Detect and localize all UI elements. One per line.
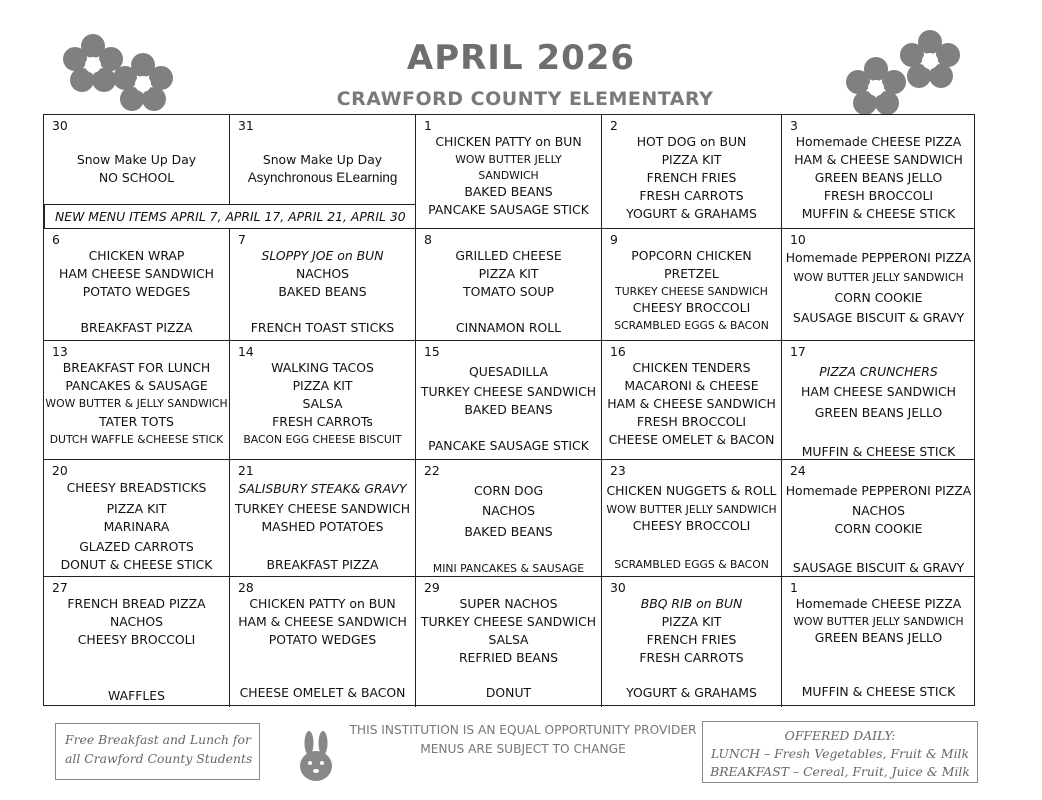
menu-calendar	[43, 114, 975, 706]
menu-item: CHEESE OMELET & BACON	[608, 432, 775, 447]
day-cell	[602, 341, 782, 460]
day-cell	[782, 115, 975, 229]
school-name: CRAWFORD COUNTY ELEMENTARY	[336, 88, 714, 110]
day-cell	[230, 460, 416, 577]
day-cell	[416, 460, 602, 577]
menu-item: TURKEY CHEESE SANDWICH	[420, 384, 597, 399]
day-cell	[44, 229, 230, 341]
day-number: 23	[610, 463, 626, 478]
day-cell	[230, 577, 416, 707]
day-cell	[230, 229, 416, 341]
menu-item: MINI PANCAKES & SAUSAGE	[432, 562, 585, 575]
day-cell	[416, 341, 602, 460]
menu-item: DONUT	[485, 685, 532, 700]
day-cell	[44, 577, 230, 707]
menu-item: FRESH BROCCOLI	[823, 188, 934, 203]
day-number: 1	[424, 118, 432, 133]
offered-daily-note	[702, 721, 978, 783]
day-number: 7	[238, 232, 246, 247]
menu-item: POTATO WEDGES	[82, 284, 191, 299]
menu-item: FRESH BROCCOLI	[636, 414, 747, 429]
day-number: 13	[52, 344, 68, 359]
menu-item: SCRAMBLED EGGS & BACON	[614, 319, 769, 332]
free-meals-line: Free Breakfast and Lunch for	[65, 732, 251, 747]
menu-item: WALKING TACOS	[271, 360, 374, 375]
menu-item: MUFFIN & CHEESE STICK	[801, 206, 956, 221]
flower-icon	[897, 28, 963, 94]
day-cell	[44, 460, 230, 577]
menu-item: PANCAKES & SAUSAGE	[65, 378, 208, 393]
day-number: 30	[610, 580, 626, 595]
menu-item: DUTCH WAFFLE &CHEESE STICK	[49, 433, 224, 446]
menu-item: CORN COOKIE	[834, 521, 923, 536]
menu-item: POTATO WEDGES	[268, 632, 377, 647]
menu-item: REFRIED BEANS	[458, 650, 559, 665]
menu-item: CHEESY BROCCOLI	[632, 300, 751, 315]
menu-item: BAKED BEANS	[464, 524, 553, 539]
menu-item: CHICKEN WRAP	[88, 248, 185, 263]
day-cell	[416, 115, 602, 229]
day-cell	[782, 229, 975, 341]
menu-item: Asynchronous ELearning	[247, 170, 398, 185]
menu-item: FRENCH TOAST STICKS	[250, 320, 395, 335]
menu-item: NO SCHOOL	[98, 170, 175, 185]
flower-icon	[110, 51, 176, 117]
bunny-icon	[297, 730, 335, 782]
menu-item: BREAKFAST PIZZA	[266, 557, 379, 572]
menu-item: CHEESY BROCCOLI	[632, 518, 751, 533]
offered-daily-heading: OFFERED DAILY:	[784, 728, 896, 743]
menu-item: MARINARA	[103, 519, 170, 534]
menu-item: GREEN BEANS JELLO	[814, 405, 943, 420]
free-meals-line: all Crawford County Students	[65, 751, 253, 766]
menu-item: CHICKEN NUGGETS & ROLL	[606, 483, 777, 498]
day-number: 9	[610, 232, 618, 247]
menu-item: SALISBURY STEAK& GRAVY	[238, 481, 407, 496]
menu-item: BREAKFAST FOR LUNCH	[62, 360, 211, 375]
menu-item: SUPER NACHOS	[459, 596, 558, 611]
menu-item: HAM & CHEESE SANDWICH	[607, 396, 776, 411]
day-number: 14	[238, 344, 254, 359]
menu-item: YOGURT & GRAHAMS	[626, 685, 757, 700]
menu-item: HAM & CHEESE SANDWICH	[794, 152, 963, 167]
menu-item: CHEESY BROCCOLI	[77, 632, 196, 647]
offered-daily-breakfast: BREAKFAST – Cereal, Fruit, Juice & Milk	[710, 764, 970, 779]
menu-item: SAUSAGE BISCUIT & GRAVY	[792, 310, 965, 325]
menu-item: QUESADILLA	[469, 364, 548, 379]
day-number: 1	[790, 580, 798, 595]
menu-item: PIZZA KIT	[106, 501, 167, 516]
menu-item: CHEESE OMELET & BACON	[239, 685, 406, 700]
new-menu-banner: NEW MENU ITEMS APRIL 7, APRIL 17, APRIL 21, APRIL 30	[44, 204, 416, 229]
equal-opportunity-note	[340, 721, 706, 759]
menu-item: CORN COOKIE	[834, 290, 923, 305]
day-cell	[782, 460, 975, 577]
page-title: APRIL 2026	[406, 38, 636, 78]
menu-item: NACHOS	[295, 266, 350, 281]
menu-item: HAM CHEESE SANDWICH	[59, 266, 214, 281]
menu-item: Snow Make Up Day	[76, 152, 197, 167]
menu-item: MASHED POTATOES	[261, 519, 384, 534]
menu-change-line: MENUS ARE SUBJECT TO CHANGE	[420, 742, 626, 756]
offered-daily-lunch: LUNCH – Fresh Vegetables, Fruit & Milk	[710, 746, 970, 761]
menu-item: BAKED BEANS	[278, 284, 367, 299]
menu-item: FRENCH BREAD PIZZA	[67, 596, 206, 611]
menu-item: MUFFIN & CHEESE STICK	[801, 444, 956, 459]
day-number: 28	[238, 580, 254, 595]
menu-item: Snow Make Up Day	[262, 152, 383, 167]
day-number: 16	[610, 344, 626, 359]
menu-item: SALSA	[488, 632, 529, 647]
day-cell	[602, 460, 782, 577]
menu-item: SCRAMBLED EGGS & BACON	[614, 558, 769, 571]
menu-item: Homemade PEPPERONI PIZZA	[785, 483, 972, 498]
menu-item: TATER TOTS	[99, 414, 174, 429]
menu-item: SALSA	[302, 396, 343, 411]
menu-item: WAFFLES	[108, 688, 165, 703]
day-cell	[44, 341, 230, 460]
menu-item: TURKEY CHEESE SANDWICH	[420, 614, 597, 629]
menu-item: WOW BUTTER JELLY SANDWICH	[793, 615, 964, 628]
menu-item: FRESH CARROTS	[639, 650, 744, 665]
menu-item: BACON EGG CHEESE BISCUIT	[243, 433, 402, 446]
day-cell	[602, 229, 782, 341]
day-number: 15	[424, 344, 440, 359]
day-number: 17	[790, 344, 806, 359]
day-number: 24	[790, 463, 806, 478]
day-cell	[782, 341, 975, 460]
menu-item: POPCORN CHICKEN	[631, 248, 752, 263]
menu-item: CINNAMON ROLL	[455, 320, 562, 335]
menu-item: Homemade PEPPERONI PIZZA	[785, 250, 972, 265]
menu-item: NACHOS	[109, 614, 164, 629]
menu-item: WOW BUTTER & JELLY SANDWICH	[45, 397, 228, 410]
menu-item: Homemade CHEESE PIZZA	[795, 596, 962, 611]
menu-item: WOW BUTTER JELLY	[455, 153, 562, 166]
day-cell	[416, 229, 602, 341]
menu-item: SANDWICH	[478, 169, 539, 182]
menu-item: HAM & CHEESE SANDWICH	[238, 614, 407, 629]
menu-item: CHICKEN PATTY on BUN	[435, 134, 582, 149]
day-cell	[602, 115, 782, 229]
day-number: 27	[52, 580, 68, 595]
menu-item: TOMATO SOUP	[463, 284, 554, 299]
menu-item: SAUSAGE BISCUIT & GRAVY	[792, 560, 965, 575]
menu-item: PIZZA KIT	[478, 266, 539, 281]
menu-item: FRENCH FRIES	[646, 632, 737, 647]
menu-item: FRESH CARROTS	[639, 188, 744, 203]
menu-item: TURKEY CHEESE SANDWICH	[234, 501, 411, 516]
day-number: 2	[610, 118, 618, 133]
day-number: 22	[424, 463, 440, 478]
day-number: 21	[238, 463, 254, 478]
menu-item: GREEN BEANS JELLO	[814, 630, 943, 645]
menu-item: GRILLED CHEESE	[455, 248, 562, 263]
menu-item: DONUT & CHEESE STICK	[60, 557, 213, 572]
menu-item: BAKED BEANS	[464, 402, 553, 417]
menu-item: BREAKFAST PIZZA	[80, 320, 193, 335]
menu-item: PIZZA KIT	[661, 614, 722, 629]
menu-item: PIZZA KIT	[292, 378, 353, 393]
menu-item: BBQ RIB on BUN	[640, 596, 743, 611]
menu-item: NACHOS	[481, 503, 536, 518]
menu-item: HAM CHEESE SANDWICH	[801, 384, 956, 399]
day-number: 3	[790, 118, 798, 133]
menu-item: MUFFIN & CHEESE STICK	[801, 684, 956, 699]
day-cell	[782, 577, 975, 707]
day-cell	[230, 341, 416, 460]
menu-item: SLOPPY JOE on BUN	[261, 248, 384, 263]
equal-opportunity-line: THIS INSTITUTION IS AN EQUAL OPPORTUNITY PROVIDER	[349, 723, 697, 737]
day-number: 29	[424, 580, 440, 595]
menu-item: MACARONI & CHEESE	[624, 378, 759, 393]
menu-item: CHICKEN PATTY on BUN	[249, 596, 396, 611]
menu-item: PIZZA CRUNCHERS	[819, 364, 938, 379]
day-number: 6	[52, 232, 60, 247]
menu-item: TURKEY CHEESE SANDWICH	[615, 285, 768, 298]
menu-item: PANCAKE SAUSAGE STICK	[428, 438, 589, 453]
menu-item: NACHOS	[851, 503, 906, 518]
menu-item: CHICKEN TENDERS	[632, 360, 751, 375]
free-meals-note	[55, 723, 260, 780]
menu-item: PIZZA KIT	[661, 152, 722, 167]
day-number: 20	[52, 463, 68, 478]
menu-item: GREEN BEANS JELLO	[814, 170, 943, 185]
menu-item: CHEESY BREADSTICKS	[66, 480, 207, 495]
menu-item: PANCAKE SAUSAGE STICK	[428, 202, 589, 217]
day-number: 10	[790, 232, 806, 247]
day-number: 30	[52, 118, 68, 133]
day-number: 8	[424, 232, 432, 247]
menu-item: BAKED BEANS	[464, 184, 553, 199]
menu-item: PRETZEL	[664, 266, 719, 281]
day-number: 31	[238, 118, 254, 133]
menu-item: CORN DOG	[473, 483, 544, 498]
menu-item: Homemade CHEESE PIZZA	[795, 134, 962, 149]
day-cell	[602, 577, 782, 707]
menu-item: FRENCH FRIES	[646, 170, 737, 185]
menu-item: HOT DOG on BUN	[636, 134, 747, 149]
menu-item: GLAZED CARROTS	[79, 539, 194, 554]
day-cell	[416, 577, 602, 707]
menu-item: WOW BUTTER JELLY SANDWICH	[793, 271, 964, 284]
menu-item: FRESH CARROTs	[272, 414, 373, 429]
menu-item: YOGURT & GRAHAMS	[626, 206, 757, 221]
menu-item: WOW BUTTER JELLY SANDWICH	[606, 503, 777, 516]
